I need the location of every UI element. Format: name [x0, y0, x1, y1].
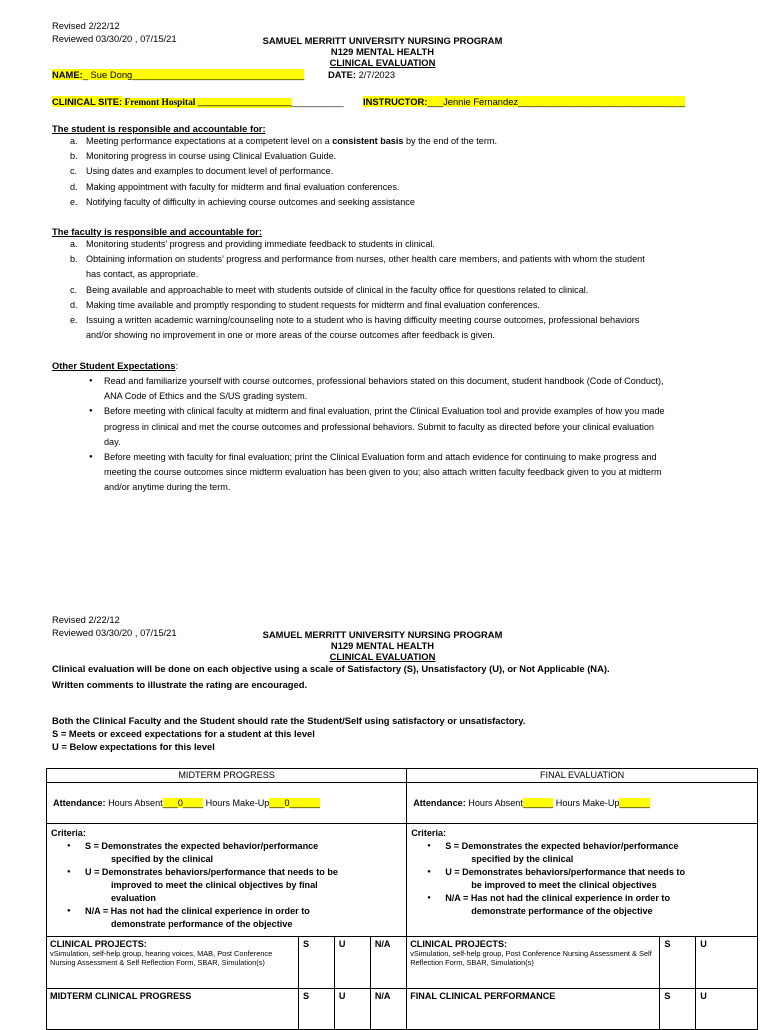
faculty-responsibilities-title: The faculty is responsible and accountable for: [52, 226, 262, 237]
midterm-progress-u[interactable]: U [334, 989, 370, 1030]
criteria-line: ● S = Demonstrates the expected behavior/performance [445, 841, 679, 851]
other-expectation-item [52, 404, 722, 450]
criteria-line: specified by the clinical [111, 854, 214, 864]
faculty-responsibility-item [52, 313, 722, 343]
midterm-makeup-value[interactable]: ___0______ [269, 798, 320, 808]
faculty-responsibility-item [52, 252, 722, 282]
name-value[interactable]: _ Sue Dong_________________________________ [82, 69, 305, 80]
other-expectation-item [52, 374, 722, 404]
midterm-absent-label: Hours Absent [108, 798, 163, 808]
criteria-item [425, 892, 753, 918]
criteria-item [425, 840, 753, 866]
item-letter: b. [70, 254, 78, 265]
item-line: has contact, as appropriate. [86, 269, 199, 280]
midterm-criteria-list [51, 840, 402, 931]
reviewed-dates-2: Reviewed 03/30/20 , 07/15/21 [52, 627, 177, 638]
faculty-responsibility-item [52, 298, 722, 313]
midterm-attendance [47, 783, 407, 824]
clinical-site-field [52, 96, 344, 108]
item-line: Being available and approachable to meet with students outside of clinical in the faculty office for questions related to clinical. [86, 284, 589, 295]
clinical-site-tail: __________ [291, 96, 344, 107]
midterm-attendance-label: Attendance: [53, 798, 106, 808]
final-projects-list: vSimulation, self-help group, Post Conference Nursing Assessment & Self Reflection Form, SBAR, Simulation(s) [410, 949, 652, 967]
student-responsibility-item [52, 180, 722, 195]
date-label: DATE: [328, 69, 356, 80]
clinical-site-value[interactable]: Fremont Hospital ____________________ [122, 98, 292, 108]
item-line: Making time available and promptly responding to student requests for midterm and final evaluation conferences. [86, 299, 540, 310]
rating-instructions: Both the Clinical Faculty and the Student should rate the Student/Self using satisfactory or unsatisfactory. [52, 715, 526, 726]
item-line: ANA Code of Ethics and the S/US grading system. [104, 391, 308, 402]
rating-s-definition: S = Meets or exceed expectations for a student at this level [52, 728, 315, 739]
form-title: CLINICAL EVALUATION [329, 57, 436, 68]
final-projects-s[interactable]: S [660, 937, 696, 989]
midterm-progress-header: MIDTERM PROGRESS [47, 769, 407, 783]
faculty-responsibility-item [52, 283, 722, 298]
other-expectations-label: Other Student Expectations [52, 360, 176, 371]
midterm-progress-s[interactable]: S [298, 989, 334, 1030]
criteria-line: ● U = Demonstrates behaviors/performance that needs to be [85, 867, 338, 877]
final-evaluation-header: FINAL EVALUATION [407, 769, 758, 783]
midterm-projects-title: CLINICAL PROJECTS: [50, 939, 147, 949]
faculty-responsibilities-list [52, 237, 722, 343]
criteria-item [65, 905, 402, 931]
student-responsibility-item [52, 134, 722, 149]
criteria-line: specified by the clinical [471, 854, 574, 864]
program-title-2: SAMUEL MERRITT UNIVERSITY NURSING PROGRAM [262, 629, 503, 640]
item-line: Monitoring students’ progress and providing immediate feedback to students in clinical. [86, 239, 435, 249]
item-letter: a. [70, 136, 78, 146]
criteria-line: ● U = Demonstrates behaviors/performance that needs to [445, 867, 685, 877]
item-line: ● Read and familiarize yourself with course outcomes, professional behaviors stated on this document, student handbook (Code of Conduct), [104, 376, 664, 386]
criteria-line: demonstrate performance of the objective [111, 919, 293, 929]
item-text: Using dates and examples to document level of performance. [86, 166, 334, 177]
student-responsibility-item [52, 195, 722, 210]
final-projects-u[interactable]: U [696, 937, 758, 989]
name-label: NAME: [52, 69, 83, 80]
course-title: N129 MENTAL HEALTH [330, 46, 435, 57]
other-expectations-list [52, 374, 722, 496]
item-letter: a. [70, 239, 78, 249]
program-title: SAMUEL MERRITT UNIVERSITY NURSING PROGRAM [262, 35, 503, 46]
item-letter: b. [70, 151, 78, 162]
midterm-clinical-projects [47, 937, 299, 989]
rating-u-definition: U = Below expectations for this level [52, 741, 215, 752]
midterm-makeup-label: Hours Make-Up [205, 798, 270, 808]
intro-scale: Clinical evaluation will be done on each objective using a scale of Satisfactory (S), Unsatisfactory (U), or Not Applicable (NA). [52, 663, 610, 674]
final-performance-u[interactable]: U [696, 989, 758, 1030]
final-attendance [407, 783, 758, 824]
other-expectations-colon: : [175, 360, 179, 371]
other-expectation-item [52, 450, 722, 496]
item-letter: c. [70, 166, 78, 177]
student-responsibilities-list [52, 134, 722, 210]
criteria-item [425, 866, 753, 892]
criteria-line: ● S = Demonstrates the expected behavior/performance [85, 841, 319, 851]
evaluation-table [46, 768, 758, 1030]
final-clinical-performance: FINAL CLINICAL PERFORMANCE [407, 989, 660, 1030]
clinical-site-label: CLINICAL SITE: [52, 96, 123, 107]
item-emphasis: consistent basis [332, 136, 404, 146]
midterm-criteria-label: Criteria: [51, 828, 86, 838]
item-letter: e. [70, 196, 78, 207]
midterm-clinical-progress: MIDTERM CLINICAL PROGRESS [47, 989, 299, 1030]
criteria-line: be improved to meet the clinical objectives [471, 880, 657, 890]
revised-date-2: Revised 2/22/12 [52, 614, 120, 625]
midterm-projects-s[interactable]: S [298, 937, 334, 989]
item-line: Obtaining information on students’ progress and performance from nurses, other health care members, and patients with whom the student [86, 254, 645, 265]
final-makeup-label: Hours Make-Up [555, 798, 620, 808]
criteria-line: ● N/A = Has not had the clinical experience in order to [85, 906, 310, 916]
other-expectations-title [52, 360, 178, 371]
final-absent-label: Hours Absent [468, 798, 523, 808]
criteria-item [65, 840, 402, 866]
midterm-progress-na[interactable]: N/A [370, 989, 406, 1030]
item-line: ● Before meeting with clinical faculty at midterm and final evaluation, print the Clinical Evaluation tool and provide examples of how you made [104, 406, 665, 417]
final-performance-s[interactable]: S [660, 989, 696, 1030]
final-criteria-list [411, 840, 753, 918]
instructor-field [363, 96, 685, 107]
student-responsibility-item [52, 164, 722, 179]
item-letter: e. [70, 315, 78, 326]
item-line: meeting the course outcomes since midterm evaluation has been given to you; also attach written faculty feedback given to you at midterm [104, 467, 662, 478]
final-projects-title: CLINICAL PROJECTS: [410, 939, 508, 949]
date-value[interactable]: 2/7/2023 [358, 69, 396, 80]
criteria-item [65, 866, 402, 905]
item-line: ● Before meeting with faculty for final evaluation; print the Clinical Evaluation form and attach evidence for continuing to make progress and [104, 452, 657, 463]
item-letter: c. [70, 284, 78, 295]
final-makeup-value[interactable]: ______ [619, 798, 650, 808]
revised-date: Revised 2/22/12 [52, 20, 120, 31]
instructor-value[interactable]: ___Jennie Fernandez________________________________ [427, 96, 685, 107]
criteria-line: evaluation [111, 893, 156, 903]
item-line: Issuing a written academic warning/counseling note to a student who is having difficulty meeting course outcomes, professional behaviors [86, 315, 640, 326]
item-text: Monitoring progress in course using Clinical Evaluation Guide. [86, 151, 337, 162]
form-title-2: CLINICAL EVALUATION [329, 651, 436, 662]
midterm-absent-value[interactable]: ___0____ [162, 798, 204, 808]
item-text: Notifying faculty of difficulty in achieving course outcomes and seeking assistance [86, 196, 415, 207]
student-responsibility-item [52, 149, 722, 164]
name-field [52, 69, 304, 80]
item-text-end: by the end of the term. [403, 136, 497, 146]
criteria-line: improved to meet the clinical objectives by final [111, 880, 318, 890]
midterm-projects-u[interactable]: U [334, 937, 370, 989]
midterm-criteria [47, 824, 407, 937]
criteria-line: demonstrate performance of the objective [471, 906, 653, 916]
instructor-label: INSTRUCTOR: [363, 96, 428, 107]
item-letter: d. [70, 299, 78, 310]
intro-comments: Written comments to illustrate the rating are encouraged. [52, 679, 308, 690]
final-criteria-label: Criteria: [411, 828, 447, 838]
midterm-projects-list: vSimulation, self-help group, hearing voices, MAB, Post Conference Nursing Assessment & Self Reflection Form, SBAR, Simulation(s) [50, 949, 273, 967]
faculty-responsibility-item [52, 237, 722, 252]
final-criteria [407, 824, 758, 937]
reviewed-dates: Reviewed 03/30/20 , 07/15/21 [52, 33, 177, 44]
item-line: and/or showing no improvement in one or more areas of the course outcomes after feedback is given. [86, 330, 495, 341]
item-letter: d. [70, 181, 78, 192]
final-clinical-projects [407, 937, 660, 989]
final-absent-value[interactable]: ______ [522, 798, 554, 808]
item-line: and/or anytime during the term. [104, 482, 231, 493]
final-attendance-label: Attendance: [413, 798, 466, 808]
item-text: Meeting performance expectations at a competent level on a [86, 136, 333, 146]
item-line: day. [104, 436, 121, 447]
date-field [328, 69, 395, 80]
item-line: progress in clinical and met the course outcomes and professional behaviors. Submit to faculty as directed before your clinical evaluation [104, 421, 654, 432]
course-title-2: N129 MENTAL HEALTH [330, 640, 435, 651]
midterm-projects-na[interactable]: N/A [370, 937, 406, 989]
student-responsibilities-title: The student is responsible and accountable for: [52, 123, 266, 134]
item-text: Making appointment with faculty for midterm and final evaluation conferences. [86, 181, 400, 192]
criteria-line: ● N/A = Has not had the clinical experience in order to [445, 893, 670, 903]
